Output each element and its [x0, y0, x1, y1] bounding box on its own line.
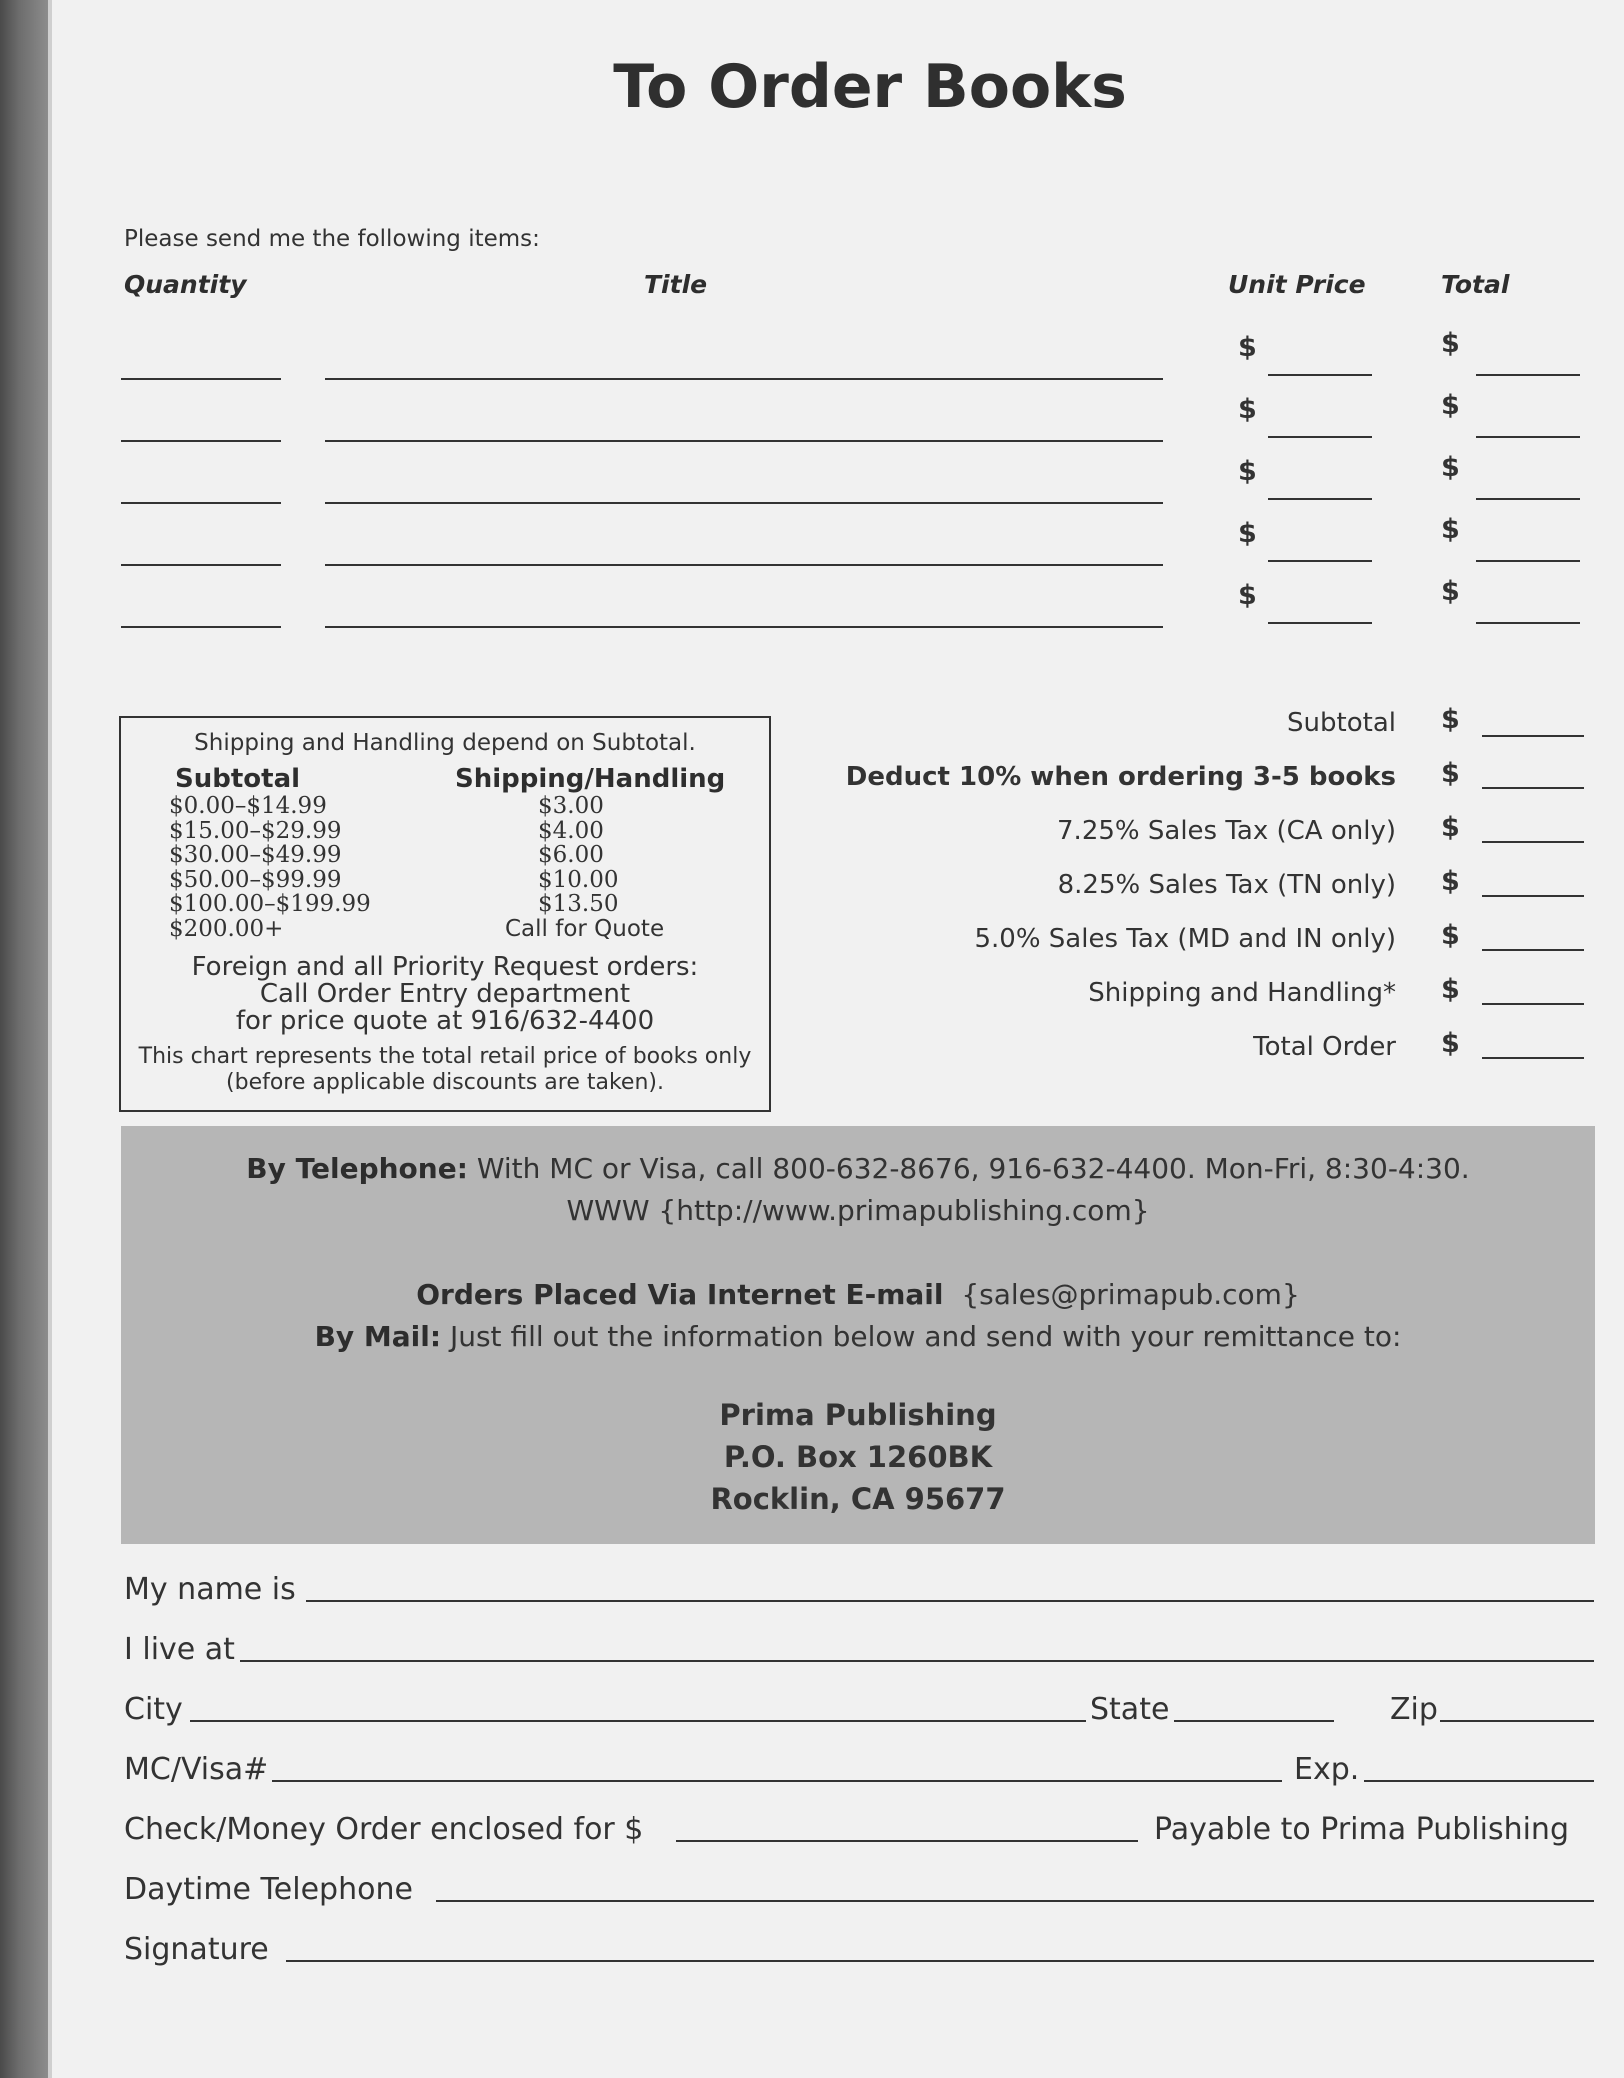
shipping-cost: $4.00 — [538, 817, 604, 844]
signature-field[interactable] — [286, 1960, 1594, 1962]
shipping-col-subtotal: Subtotal — [175, 764, 301, 794]
summary-shipping-label: Shipping and Handling* — [1088, 978, 1396, 1008]
summary-tax-tn-label: 8.25% Sales Tax (TN only) — [1057, 870, 1396, 900]
shipping-chart-heading: Shipping and Handling depend on Subtotal. — [194, 730, 696, 756]
signature-label: Signature — [124, 1932, 269, 1967]
dollar-sign: $ — [1238, 456, 1257, 487]
dollar-sign: $ — [1441, 920, 1460, 951]
unit-price-field[interactable] — [1268, 498, 1372, 500]
total-order-field[interactable] — [1482, 1057, 1584, 1059]
dollar-sign: $ — [1441, 452, 1460, 483]
dollar-sign: $ — [1441, 812, 1460, 843]
unit-price-field[interactable] — [1268, 622, 1372, 624]
total-field[interactable] — [1476, 498, 1580, 500]
mail-text: Just fill out the information below and send with your remittance to: — [449, 1320, 1402, 1353]
po-box: P.O. Box 1260BK — [723, 1440, 993, 1474]
daytime-phone-label: Daytime Telephone — [124, 1872, 413, 1907]
telephone-line — [121, 1152, 1595, 1185]
check-amount-field[interactable] — [676, 1840, 1138, 1842]
total-field[interactable] — [1476, 374, 1580, 376]
state-label: State — [1090, 1692, 1170, 1727]
book-spine — [0, 0, 48, 2078]
email-address[interactable]: {sales@primapub.com} — [961, 1278, 1300, 1311]
quantity-field[interactable] — [121, 626, 281, 628]
check-label: Check/Money Order enclosed for $ — [124, 1812, 644, 1847]
subtotal-field[interactable] — [1482, 735, 1584, 737]
foreign-orders-line: Call Order Entry department — [259, 979, 631, 1009]
dollar-sign: $ — [1441, 974, 1460, 1005]
mail-line — [121, 1320, 1595, 1353]
discount-field[interactable] — [1482, 787, 1584, 789]
shipping-field[interactable] — [1482, 1003, 1584, 1005]
website-link[interactable]: WWW {http://www.primapublishing.com} — [566, 1194, 1150, 1227]
shipping-range: $200.00+ — [169, 915, 284, 942]
address-label: I live at — [124, 1632, 235, 1667]
dollar-sign: $ — [1441, 576, 1460, 607]
shipping-range: $100.00–$199.99 — [169, 891, 371, 917]
name-label: My name is — [124, 1572, 296, 1607]
dollar-sign: $ — [1238, 580, 1257, 611]
zip-field[interactable] — [1440, 1720, 1594, 1722]
quantity-field[interactable] — [121, 440, 281, 442]
shipping-col-handling: Shipping/Handling — [455, 764, 726, 794]
shipping-cost: $13.50 — [538, 891, 619, 917]
quantity-field[interactable] — [121, 564, 281, 566]
tax-ca-field[interactable] — [1482, 841, 1584, 843]
expiry-label: Exp. — [1294, 1752, 1360, 1787]
foreign-orders-phone: for price quote at 916/632-4400 — [235, 1006, 655, 1036]
summary-total-label: Total Order — [1253, 1032, 1396, 1062]
dollar-sign: $ — [1238, 394, 1257, 425]
chart-note: This chart represents the total retail price of books only — [138, 1044, 752, 1069]
unit-price-field[interactable] — [1268, 560, 1372, 562]
unit-price-field[interactable] — [1268, 374, 1372, 376]
city-state-zip: Rocklin, CA 95677 — [710, 1482, 1006, 1516]
company-name: Prima Publishing — [719, 1398, 997, 1432]
quantity-field[interactable] — [121, 502, 281, 504]
column-total: Total — [1441, 270, 1510, 299]
summary-tax-ca-label: 7.25% Sales Tax (CA only) — [1057, 816, 1396, 846]
card-number-field[interactable] — [272, 1780, 1282, 1782]
dollar-sign: $ — [1441, 1028, 1460, 1059]
total-field[interactable] — [1476, 622, 1580, 624]
state-field[interactable] — [1174, 1720, 1334, 1722]
tax-tn-field[interactable] — [1482, 895, 1584, 897]
ordering-info-panel — [121, 1126, 1595, 1544]
title-field[interactable] — [325, 564, 1163, 566]
total-field[interactable] — [1476, 560, 1580, 562]
address-field[interactable] — [240, 1660, 1594, 1662]
shipping-cost: $10.00 — [538, 866, 619, 893]
tax-md-in-field[interactable] — [1482, 949, 1584, 951]
email-label: Orders Placed Via Internet E-mail — [416, 1278, 944, 1311]
expiry-field[interactable] — [1364, 1780, 1594, 1782]
dollar-sign: $ — [1238, 332, 1257, 363]
email-line — [121, 1278, 1595, 1311]
title-field[interactable] — [325, 502, 1163, 504]
mail-label: By Mail: — [314, 1320, 442, 1353]
total-field[interactable] — [1476, 436, 1580, 438]
shipping-cost: $3.00 — [538, 793, 604, 819]
name-field[interactable] — [306, 1600, 1594, 1602]
title-field[interactable] — [325, 626, 1163, 628]
dollar-sign: $ — [1441, 390, 1460, 421]
city-label: City — [124, 1692, 183, 1727]
daytime-phone-field[interactable] — [436, 1900, 1594, 1902]
dollar-sign: $ — [1441, 758, 1460, 789]
shipping-range: $50.00–$99.99 — [169, 866, 342, 893]
column-unit-price: Unit Price — [1228, 270, 1366, 299]
card-label: MC/Visa# — [124, 1752, 269, 1787]
foreign-orders-line: Foreign and all Priority Request orders: — [191, 952, 699, 982]
telephone-text: With MC or Visa, call 800-632-8676, 916-632-4400. Mon-Fri, 8:30-4:30. — [476, 1152, 1470, 1185]
column-quantity: Quantity — [124, 270, 247, 299]
shipping-cost: $6.00 — [538, 842, 604, 868]
column-title: Title — [644, 270, 708, 299]
page-title: To Order Books — [613, 52, 1127, 122]
city-field[interactable] — [190, 1720, 1086, 1722]
dollar-sign: $ — [1441, 514, 1460, 545]
shipping-range: $15.00–$29.99 — [169, 817, 342, 844]
payable-to-label: Payable to Prima Publishing — [1154, 1812, 1569, 1847]
shipping-chart — [119, 716, 771, 1112]
dollar-sign: $ — [1441, 866, 1460, 897]
summary-tax-md-in-label: 5.0% Sales Tax (MD and IN only) — [974, 924, 1396, 954]
zip-label: Zip — [1390, 1692, 1438, 1727]
dollar-sign: $ — [1238, 518, 1257, 549]
summary-discount-label: Deduct 10% when ordering 3-5 books — [845, 762, 1396, 792]
dollar-sign: $ — [1441, 328, 1460, 359]
telephone-label: By Telephone: — [246, 1152, 468, 1185]
shipping-range: $30.00–$49.99 — [169, 842, 342, 868]
dollar-sign: $ — [1441, 704, 1460, 735]
intro-text: Please send me the following items: — [124, 226, 540, 252]
quantity-field[interactable] — [121, 378, 281, 380]
shipping-range: $0.00–$14.99 — [169, 793, 327, 819]
chart-note: (before applicable discounts are taken). — [226, 1070, 664, 1095]
title-field[interactable] — [325, 440, 1163, 442]
shipping-cost: Call for Quote — [505, 916, 665, 942]
unit-price-field[interactable] — [1268, 436, 1372, 438]
title-field[interactable] — [325, 378, 1163, 380]
summary-subtotal-label: Subtotal — [1287, 708, 1396, 738]
